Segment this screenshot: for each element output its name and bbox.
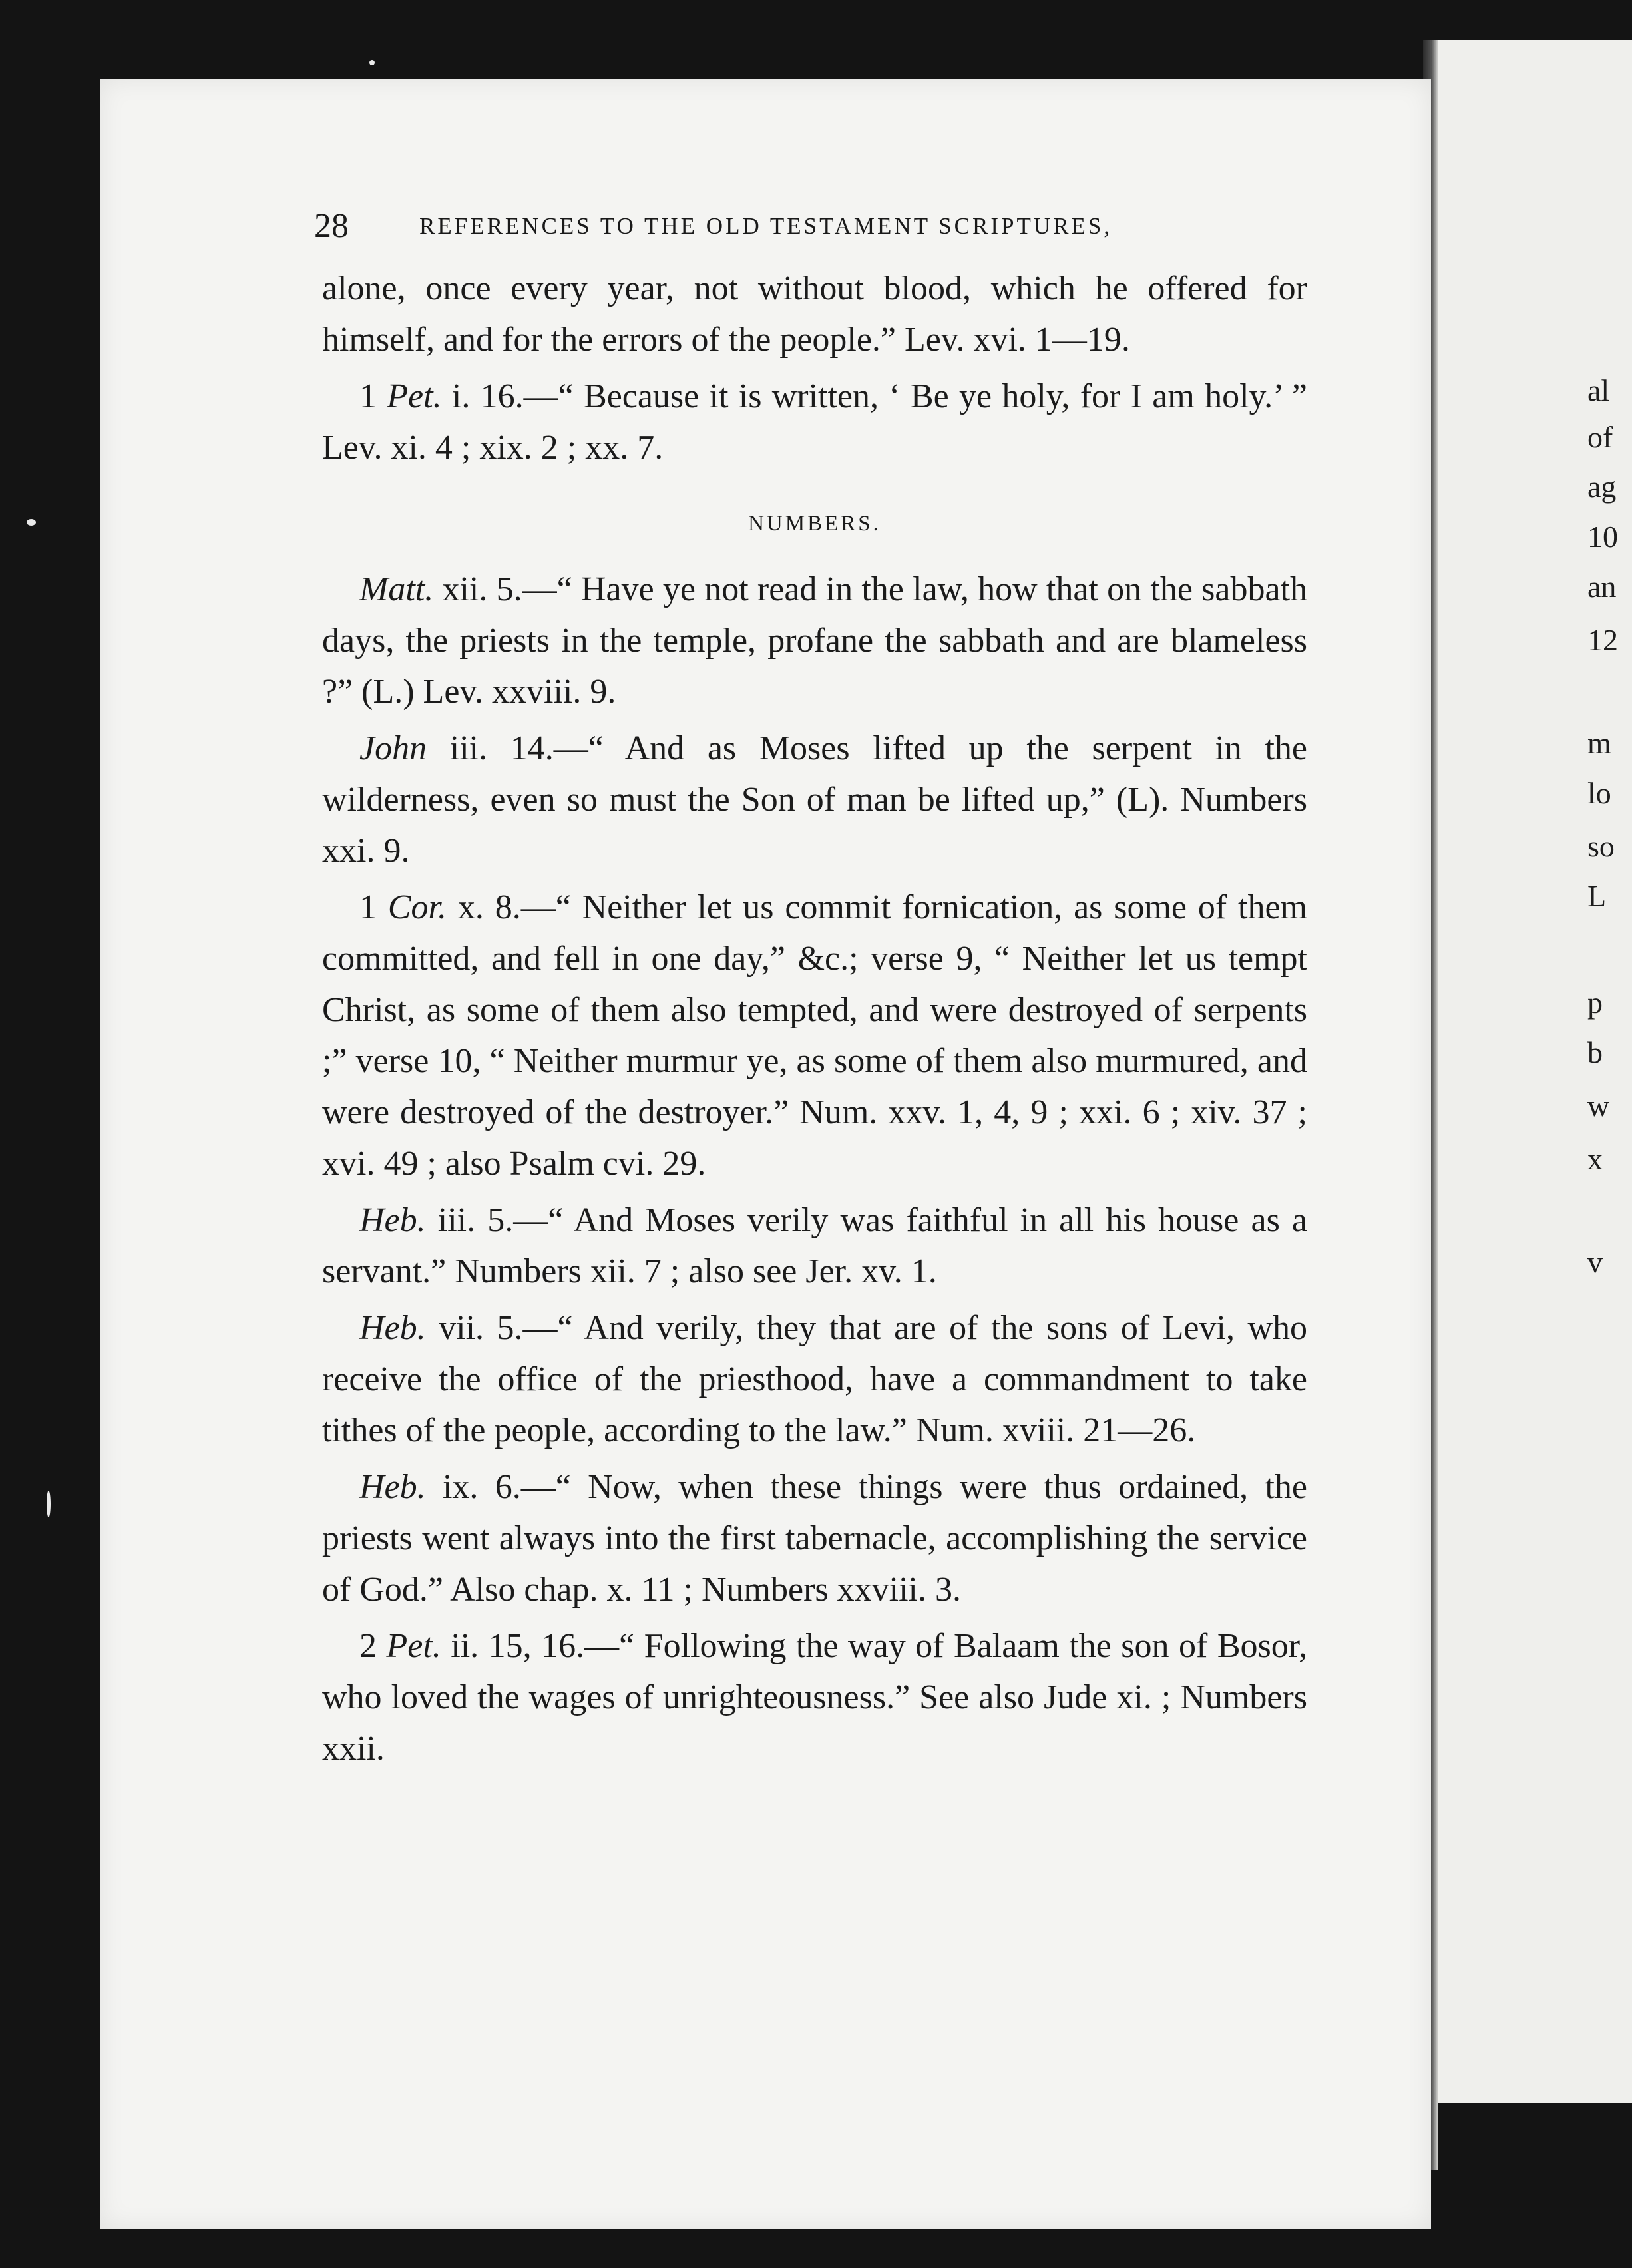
- page-number: 28: [314, 207, 349, 245]
- adjacent-page-text: 12: [1587, 623, 1618, 657]
- section-title: NUMBERS.: [748, 512, 881, 536]
- paragraph: Heb. iii. 5.—“ And Moses verily was faithful in all his house as a servant.” Numbers xii. 7 ; also see Jer. xv. 1.: [322, 1201, 1307, 1290]
- adjacent-page-text: v: [1587, 1245, 1603, 1279]
- adjacent-page-text: w: [1587, 1089, 1610, 1123]
- paragraph: Matt. xii. 5.—“ Have ye not read in the law, how that on the sabbath days, the priests in the temple, profane the sabbath and are blameless ?” (L.) Lev. xxviii. 9.: [322, 570, 1307, 711]
- book-reference: Heb.: [359, 1309, 426, 1347]
- paragraph: Heb. vii. 5.—“ And verily, they that are of the sons of Levi, who receive the office of the priesthood, have a commandment to take tithes of the people, according to the law.” Num. xviii. 21—26.: [322, 1309, 1307, 1449]
- adjacent-page-text: p: [1587, 986, 1603, 1020]
- book-reference: Pet.: [386, 1627, 441, 1665]
- book-reference: Heb.: [359, 1468, 426, 1506]
- paragraph: 2 Pet. ii. 15, 16.—“ Following the way of Balaam the son of Bosor, who loved the wages of unrighteousness.” See also Jude xi. ; Numbers xxii.: [322, 1627, 1307, 1768]
- paragraph: alone, once every year, not without blood, which he offered for himself, and for the errors of the people.” Lev. xvi. 1—19.: [322, 270, 1307, 359]
- scan-speck: [369, 60, 375, 65]
- paragraph: Heb. ix. 6.—“ Now, when these things were thus ordained, the priests went always into the first tabernacle, accomplishing the service of God.” Also chap. x. 11 ; Numbers xxviii. 3.: [322, 1468, 1307, 1608]
- adjacent-page-text: ag: [1587, 470, 1617, 504]
- adjacent-page-text: al: [1587, 373, 1610, 407]
- adjacent-page-text: x: [1587, 1142, 1603, 1176]
- adjacent-page-text: so: [1587, 829, 1615, 863]
- paragraph: John iii. 14.—“ And as Moses lifted up the serpent in the wilderness, even so must the Son of man be lifted up,” (L). Numbers xxi. 9.: [322, 729, 1307, 870]
- running-title: REFERENCES TO THE OLD TESTAMENT SCRIPTURES,: [419, 213, 1113, 239]
- adjacent-page-text: 10: [1587, 520, 1618, 554]
- adjacent-page-text: an: [1587, 570, 1617, 604]
- adjacent-page-text: b: [1587, 1036, 1603, 1069]
- book-reference: Pet.: [387, 377, 442, 415]
- paragraph: 1 Cor. x. 8.—“ Neither let us commit fornication, as some of them committed, and fell in one day,” &c.; verse 9, “ Neither let us tempt Christ, as some of them also tempted, and were destroyed of serpents ;” verse 10, “ Neither murmur ye, as some of them also murmured, and were destroyed of the destroyer.” Num. xxv. 1, 4, 9 ; xxi. 6 ; xiv. 37 ; xvi. 49 ; also Psalm cvi. 29.: [322, 888, 1308, 1183]
- adjacent-page-text: m: [1587, 726, 1611, 760]
- paragraph: 1 Pet. i. 16.—“ Because it is written, ‘ Be ye holy, for I am holy.’ ” Lev. xi. 4 ; xix. 2 ; xx. 7.: [322, 377, 1307, 467]
- adjacent-page-text: L: [1587, 879, 1607, 913]
- adjacent-page-text: of: [1587, 420, 1613, 454]
- adjacent-page: [1438, 40, 1632, 2103]
- page-body: [322, 263, 1307, 1774]
- adjacent-page-text: lo: [1587, 776, 1611, 810]
- book-reference: Heb.: [359, 1201, 426, 1239]
- page-header: [314, 206, 1313, 253]
- scan-speck: [47, 1491, 51, 1517]
- book-reference: Matt.: [359, 570, 434, 608]
- book-reference: Cor.: [387, 888, 447, 926]
- scan-speck: [27, 519, 36, 526]
- book-reference: John: [359, 729, 427, 767]
